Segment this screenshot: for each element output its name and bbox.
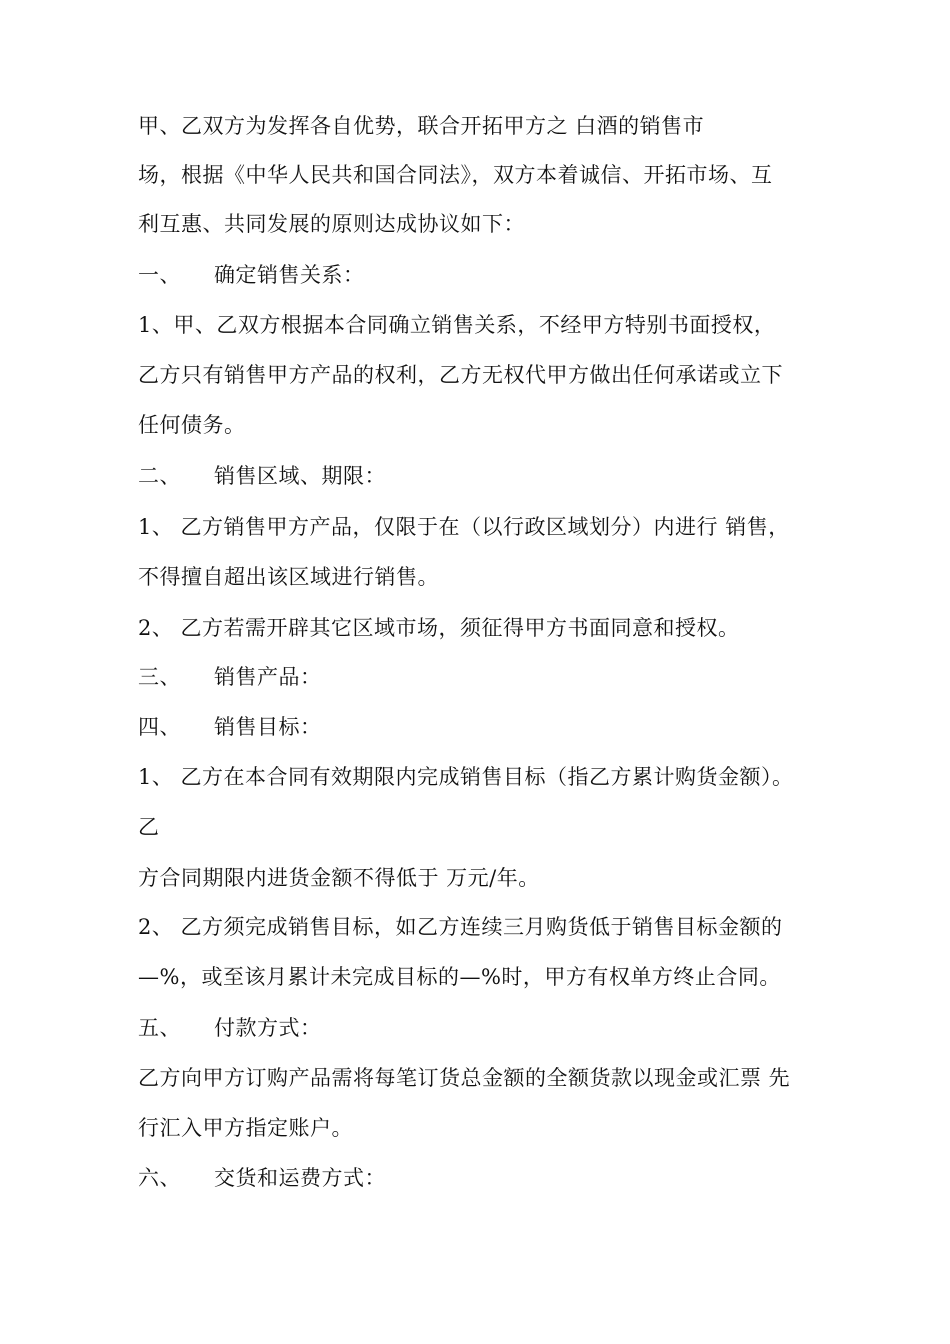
intro-line-3: 利互惠、共同发展的原则达成协议如下： xyxy=(138,212,525,236)
section-number: 四、 xyxy=(138,715,181,739)
clause-2-2: 2、 乙方若需开辟其它区域市场，须征得甲方书面同意和授权。 xyxy=(138,616,740,640)
clause-2-1-line-2: 不得擅自超出该区域进行销售。 xyxy=(138,565,439,589)
section-title: 销售区域、期限： xyxy=(214,464,386,488)
section-number: 二、 xyxy=(138,464,181,488)
clause-1-1-line-3: 任何债务。 xyxy=(138,413,246,437)
section-number: 一、 xyxy=(138,263,181,287)
clause-5-line-1: 乙方向甲方订购产品需将每笔订货总金额的全额货款以现金或汇票 先 xyxy=(138,1066,791,1090)
section-heading-2 xyxy=(138,461,386,491)
section-number: 六、 xyxy=(138,1166,181,1190)
section-heading-4 xyxy=(138,712,322,742)
section-number: 三、 xyxy=(138,665,181,689)
clause-5-line-2: 行汇入甲方指定账户。 xyxy=(138,1116,353,1140)
clause-4-1-line-3: 方合同期限内进货金额不得低于 万元/年。 xyxy=(138,866,540,890)
section-title: 付款方式： xyxy=(214,1016,322,1040)
intro-line-2: 场，根据《中华人民共和国合同法》，双方本着诚信、开拓市场、互 xyxy=(138,163,773,187)
section-title: 销售目标： xyxy=(214,715,322,739)
section-heading-5 xyxy=(138,1013,322,1043)
clause-1-1-line-2: 乙方只有销售甲方产品的权利，乙方无权代甲方做出任何承诺或立下 xyxy=(138,363,783,387)
clause-1-1-line-1: 1、甲、乙双方根据本合同确立销售关系，不经甲方特别书面授权， xyxy=(138,313,776,337)
section-heading-6 xyxy=(138,1163,386,1193)
clause-4-1-line-1: 1、 乙方在本合同有效期限内完成销售目标（指乙方累计购货金额）。 xyxy=(138,765,794,789)
intro-line-1: 甲、乙双方为发挥各自优势，联合开拓甲方之 白酒的销售市 xyxy=(138,114,705,138)
section-title: 交货和运费方式： xyxy=(214,1166,386,1190)
clause-4-2-line-2: —%，或至该月累计未完成目标的—%时，甲方有权单方终止合同。 xyxy=(138,965,781,989)
clause-2-1-line-1: 1、 乙方销售甲方产品，仅限于在（以行政区域划分）内进行 销售， xyxy=(138,515,790,539)
clause-4-1-line-2: 乙 xyxy=(138,815,160,839)
clause-4-2-line-1: 2、 乙方须完成销售目标，如乙方连续三月购货低于销售目标金额的 xyxy=(138,915,783,939)
section-number: 五、 xyxy=(138,1016,181,1040)
section-heading-3 xyxy=(138,662,322,692)
section-title: 销售产品： xyxy=(214,665,322,689)
section-heading-1 xyxy=(138,260,365,290)
section-title: 确定销售关系： xyxy=(214,263,365,287)
